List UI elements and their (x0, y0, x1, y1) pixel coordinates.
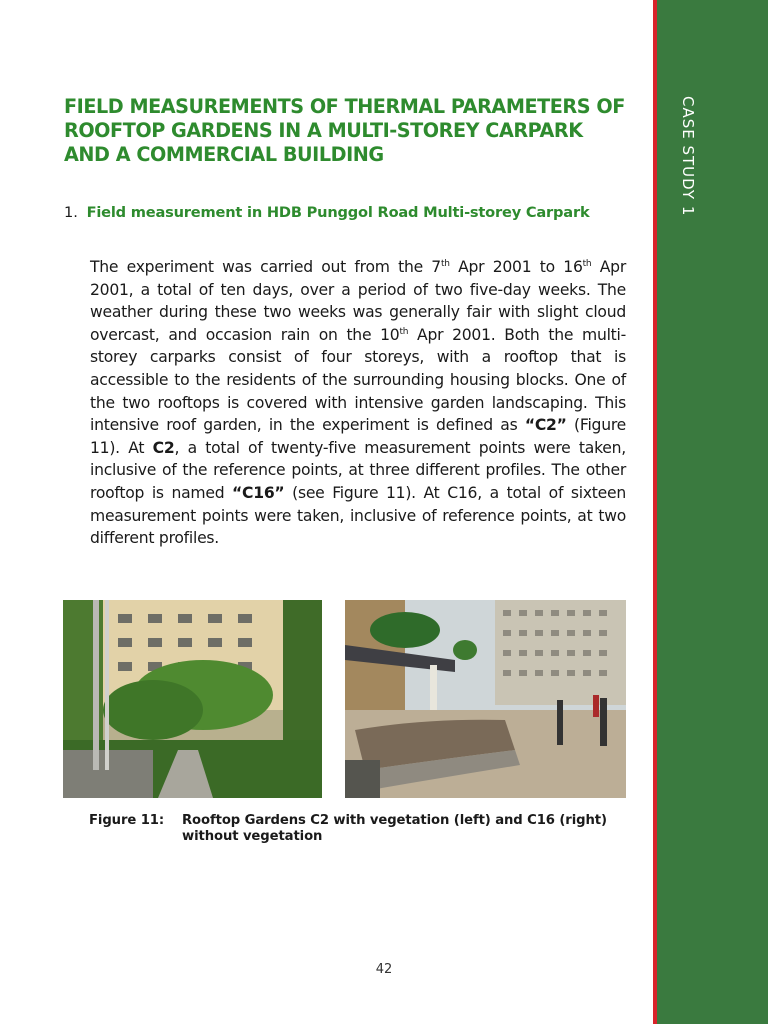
superscript-th: th (582, 258, 592, 269)
body-text-4: Apr 2001. Both the multi-storey carparks consist of four storeys, with a rooftop that is accessible to the residents of the surrounding housing blocks. One of the two rooftops is covered with intensive garden landscaping. This intensive roof garden, in the experiment is defined as (90, 325, 627, 435)
title-line-2: ROOFTOP GARDENS IN A MULTI-STOREY CARPARK (64, 119, 583, 142)
body-paragraph (90, 256, 626, 550)
superscript-th: th (440, 258, 450, 269)
figure-label: Figure 11: (89, 813, 165, 828)
section-number: 1. (64, 204, 78, 221)
label-c2: C2 (152, 438, 175, 457)
photo-rooftop-garden-c2 (63, 600, 322, 798)
label-c2-quoted: “C2” (524, 416, 567, 435)
label-c16-quoted: “C16” (232, 483, 285, 502)
figure-caption-text: Rooftop Gardens C2 with vegetation (left) and C16 (right) without vegetation (182, 813, 607, 844)
sidebar-label: CASE STUDY 1 (679, 96, 697, 217)
sidebar (657, 0, 768, 1024)
title-line-1: FIELD MEASUREMENTS OF THERMAL PARAMETERS OF (64, 95, 625, 118)
body-text-5: (Figure 11). At (90, 416, 626, 457)
body-text-1: The experiment was carried out from the 7 (90, 258, 441, 276)
body-text-6: , a total of twenty-five measurement points were taken, inclusive of the reference points, at three different profiles. The other rooftop is named (90, 438, 626, 502)
body-text-3: Apr 2001, a total of ten days, over a period of two five-day weeks. The weather during these two weeks was generally fair with slight cloud overcast, and occasion rain on the 10 (90, 258, 626, 344)
page-number: 42 (375, 962, 393, 977)
title-line-3: AND A COMMERCIAL BUILDING (64, 143, 384, 166)
body-text-7: (see Figure 11). At C16, a total of sixteen measurement points were taken, inclusive of reference points, at two different profiles. (90, 483, 626, 548)
section-heading (64, 203, 589, 223)
page-title (64, 95, 644, 167)
section-title: Field measurement in HDB Punggol Road Multi-storey Carpark (86, 204, 590, 221)
superscript-th: th (399, 326, 409, 337)
photo-rooftop-garden-c16 (345, 600, 626, 798)
body-text-2: Apr 2001 to 16 (449, 258, 583, 276)
